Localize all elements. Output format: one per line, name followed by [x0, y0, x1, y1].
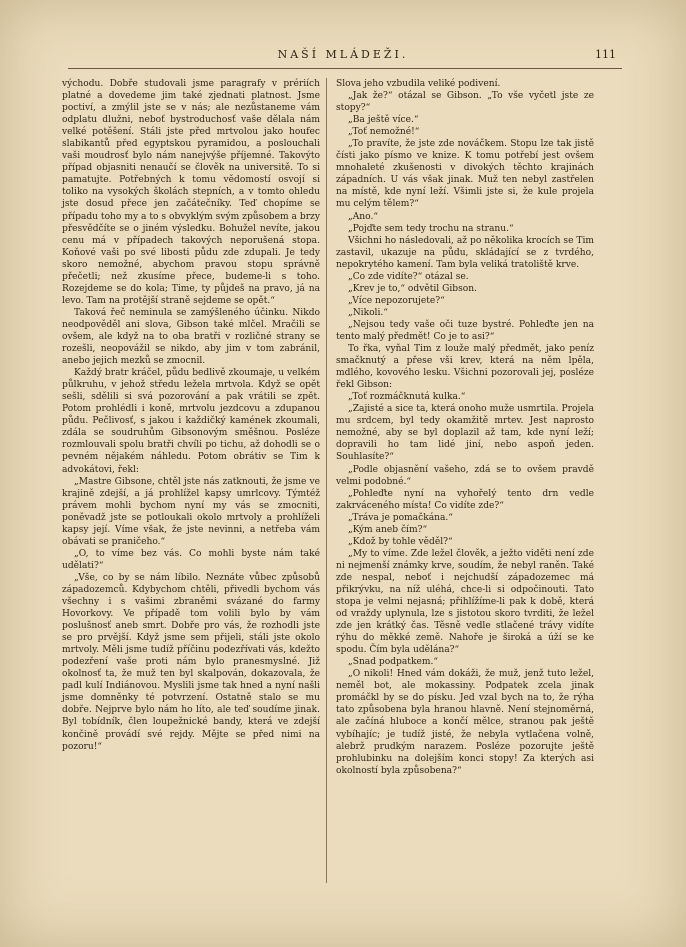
paragraph: „My to víme. Zde ležel člověk, a ježto viděti není zde ni nejmenší známky krve, soudím, že nebyl raněn. Také zde nespal, neboť i nejchudší západozemec má přikrývku, na níž uléhá, chce-li si odpočinouti. Tato stopa je velmi nejasná; přihlížíme-li pak k době, která od vraždy uplynula, lze s jistotou skoro tvrditi, že ležel zde jen krátký čas. Těsně vedle stlačené trávy vidíte rýhu do měkké země. Nahoře je široká a úží se ke spodu. Čím byla udělána?“	[336, 548, 594, 656]
paragraph: „Nikoli.“	[348, 307, 388, 318]
paragraph: „Zajisté a sice ta, která onoho muže usmrtila. Projela mu srdcem, byl tedy okamžitě mrtev. Jest naprosto nemožné, aby se byl doplazil až tam, kde nyní leží; dopravili ho tam lidé jiní, nebo aspoň jeden. Souhlasíte?“	[336, 404, 594, 463]
column-divider	[326, 78, 327, 883]
paragraph: „Toť rozmáčknutá kulka.“	[348, 392, 466, 403]
paragraph: „Ano.“	[348, 211, 378, 222]
paragraph: „Nejsou tedy vaše oči tuze bystré. Pohleďte jen na tento malý předmět! Co je to asi?“	[336, 319, 594, 342]
running-header	[70, 48, 616, 64]
header-rule	[68, 68, 622, 69]
paragraph: Taková řeč neminula se zamýšleného účinku. Nikdo neodpověděl ani slova, Gibson také mlčel. Mračili se ovšem, ale když na to oba bratři v rozličné strany se rozešli, neopovážil se nikdo, aby jim v tom zabránil, anebo jejich mezků se zmocnil.	[62, 307, 320, 367]
paragraph: východu. Dobře studovali jsme paragrafy v prériích platné a dovedeme jim také zjednati platnost. Jsme poctiví, a zmýlil jste se v nás; ale nezůstaneme vám odplatu dlužni, neboť bystroduchosť vaše dělala nám velké potěšení. Stáli jste před mrtvolou jako houfec slabikantů před egyptskou pyramidou, a poslouchali vaši moudrosť bylo nám nanejvýše příjemné. Takovýto případ objasniti nenaučí se člověk na universitě. To si pamatujte. Potřebných k tomu vědomostí osvojí si toliko na vysokých školách stepních, a v tomto ohledu jste dosud přece jen začátečníky. Teď chopíme se případu toho my a to s obvyklým svým způsobem a brzy přesvědčíte se o jiném výsledku. Bohužel nevíte, jakou cenu má v případech takových neporušená stopa. Koňové vaši po své libosti půdu zde zdupali. Je tedy skoro nemožné, abychom pravou stopu správně přečetli; než zkusíme přece, budeme-li s toho. Rozejdeme se do kola; Time, ty půjdeš na pravo, já na levo. Tam na protější straně sejdeme se opět.“	[62, 79, 320, 306]
paragraph: „O, to víme bez vás. Co mohli byste nám také udělati?“	[62, 548, 320, 571]
paragraph: „Co zde vidíte?“ otázal se.	[348, 271, 469, 282]
paragraph: „Kým aneb čím?“	[348, 524, 428, 535]
paragraph: Slova jeho vzbudila veliké podivení.	[336, 79, 501, 89]
left-column	[62, 78, 320, 753]
paragraph: „Snad podpatkem.“	[348, 657, 439, 668]
paragraph: Každý bratr kráčel, půdu bedlivě zkoumaje, u velkém půlkruhu, v jehož středu ležela mrtvola. Když se opět sešli, sdělili si svá pozorování a pak vrátili se zpět. Potom prohlédli i koně, mrtvolu jezdcovu a zdupanou půdu. Pečlivosť, s jakou i každičký kamének zkoumali, zdála se soudruhům Gibsonovým směšnou. Posléze rozmlouvali spolu bratři chvíli po tichu, až dohodli se o pevném nějakém náhledu. Potom obrátiv se Tim k advokátovi, řekl:	[62, 368, 320, 475]
paragraph: „Toť nemožné!“	[348, 127, 420, 138]
paragraph: „Tráva je pomačkána.“	[348, 512, 453, 523]
paragraph: „To pravíte, že jste zde nováčkem. Stopu lze tak jistě čísti jako písmo ve knize. K tomu potřebí jest ovšem mnohaleté zkušenosti v divokých těchto krajinách západních. U vás však jinak. Muž ten nebyl zastřelen na místě, kde nyní leží. Všimli jste si, že kule projela mu celým tělem?“	[336, 139, 594, 210]
journal-title: NAŠÍ MLÁDEŽI.	[277, 48, 409, 61]
paragraph: „Mastre Gibsone, chtěl jste nás zatknouti, že jsme ve krajině zdejší, a já prohlížel kapsy umrlcovy. Týmtéž právem mohli bychom nyní my vás se zmocniti, poněvadž jste se potloukali okolo mrtvoly a prohlíželi kapsy její. Víme však, že jste nevinni, a netřeba vám obávati se praničeho.“	[62, 476, 320, 547]
paragraph: „O nikoli! Hned vám dokáži, že muž, jenž tuto ležel, neměl bot, ale mokassiny. Podpatek zcela jinak promáčkl by se do písku. Jed vzal bych na to, že rýha tato způsobena byla hranou hlavně. Není stejnoměrná, ale začíná hluboce a končí mělce, stranou pak ještě vybíhajíc; je tudíž jisté, že nebyla vytlačena volně, alebrž prudkým narazem. Posléze pozorujte ještě prohlubinku na dolejším konci stopy! Za kterých asi okolností byla způsobena?“	[336, 669, 594, 776]
paragraph: „Více nepozorujete?“	[348, 295, 445, 306]
paragraph: „Kdož by tohle věděl?“	[348, 536, 453, 547]
paragraph: „Vše, co by se nám líbilo. Neznáte vůbec způsobů západozemců. Kdybychom chtěli, přivedli bychom vás všechny i s vašimi zbraněmi svázané do farmy Hovorkovy. Ve případě tom volili bylo by vám poslušnosť aneb smrt. Dobře pro vás, že rozhodli jste se pro prvější. Když jsme sem přijeli, stáli jste okolo mrtvoly. Měli jsme tudíž příčinu podezřívati vás, kdežto podezření vaše proti nám bylo pranesmyslné. Již okolnosť ta, že muž ten byl skalpován, dokazovala, že padl kulí Indiánovou. Myslili jsme tak hned a nyní našli jsme domněnky té potvrzení. Ostatně stalo se mu dobře. Nejprve bylo nám ho líto, ale teď soudíme jinak. Byl tobídník, člen loupežnické bandy, která ve zdejší končině provádí své rejdy. Mějte se před nimi na pozoru!“	[62, 572, 320, 752]
page-number: 111	[595, 48, 616, 61]
paragraph: „Podle objasnění vašeho, zdá se to ovšem pravdě velmi podobné.“	[336, 464, 594, 487]
paragraph: „Krev je to,“ odvětil Gibson.	[348, 283, 477, 294]
paragraph: „Jak že?“ otázal se Gibson. „To vše vyčetl jste ze stopy?“	[336, 91, 594, 114]
paragraph: „Pohleďte nyní na vyhořelý tento drn vedle zakrváceného místa! Co vidíte zde?“	[336, 488, 594, 511]
paragraph: To řka, vyňal Tim z louže malý předmět, jako peníz smačknutý a přese vši krev, která na něm lpěla, mdlého, kovového lesku. Všichni pozorovali jej, posléze řekl Gibson:	[336, 344, 594, 391]
paragraph: Všichni ho následovali, až po několika krocích se Tim zastavil, ukazuje na půdu, skládající se z tvrdého, nepokrytého kamení. Tam byla veliká tratoliště krve.	[336, 235, 594, 270]
right-column	[336, 78, 594, 777]
paragraph: „Ba ještě více.“	[348, 115, 419, 126]
paragraph: „Pojďte sem tedy trochu na stranu.“	[348, 223, 514, 234]
